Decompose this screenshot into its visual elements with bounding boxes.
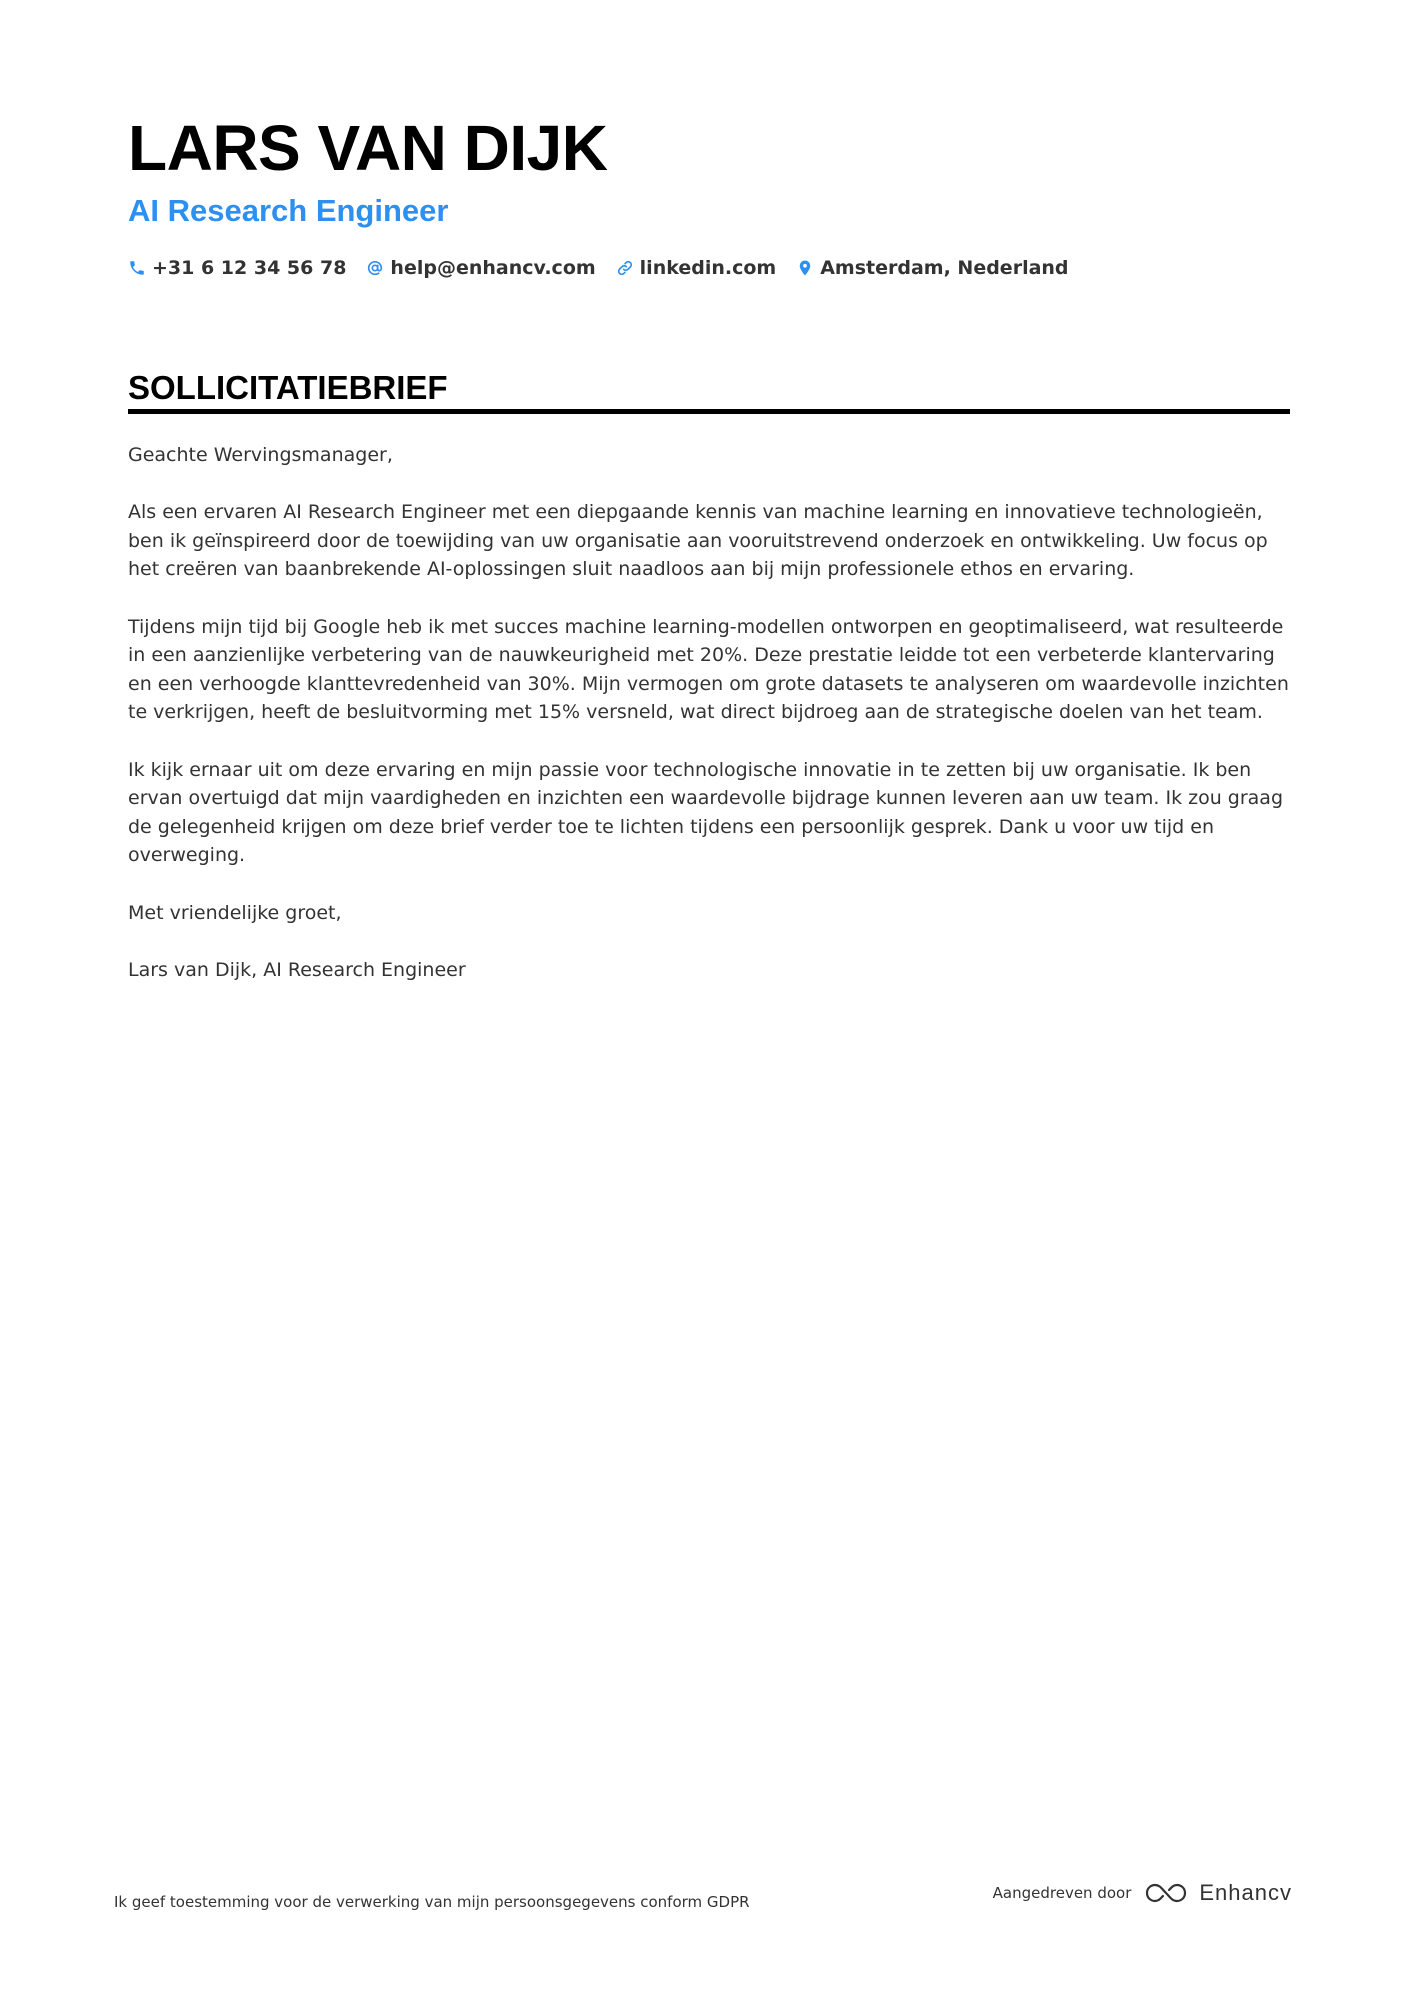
letter-salutation: Geachte Wervingsmanager, — [128, 444, 393, 466]
phone-number: +31 6 12 34 56 78 — [152, 257, 347, 279]
gdpr-consent-text: Ik geef toestemming voor de verwerking van mijn persoonsgegevens conform GDPR — [114, 1893, 750, 1911]
letter-signature: Lars van Dijk, AI Research Engineer — [128, 958, 466, 981]
letter-paragraph: Als een ervaren AI Research Engineer met een diepgaande kennis van machine learning en innovatieve technologieën, ben ik geïnspireerd door de toewijding van uw organisatie aan vooruitstrevend onderzoek en ontwikkeling. Uw focus op het creëren van baanbrekende AI-oplossingen sluit naadloos aan bij mijn professionele ethos en ervaring. — [128, 501, 1268, 581]
letter-paragraph: Ik kijk ernaar uit om deze ervaring en mijn passie voor technologische innovatie in te zetten bij uw organisatie. Ik ben ervan overtuigd dat mijn vaardigheden en inzichten een waardevolle bijdrage kunnen leveren aan uw team. Ik zou graag de gelegenheid krijgen om deze brief verder toe te lichten tijdens een persoonlijk gesprek. Dank u voor uw tijd en overweging. — [128, 758, 1284, 867]
linkedin-url: linkedin.com — [639, 257, 777, 279]
section-divider — [128, 409, 1290, 414]
section-heading: SOLLICITATIEBRIEF — [128, 369, 448, 406]
job-title: AI Research Engineer — [128, 193, 449, 228]
email-address: help@enhancv.com — [390, 257, 596, 279]
enhancv-brand[interactable] — [1143, 1880, 1292, 1906]
location-text: Amsterdam, Nederland — [820, 257, 1069, 279]
letter-closing: Met vriendelijke groet, — [128, 901, 342, 924]
contact-email — [366, 257, 595, 279]
at-icon — [366, 259, 384, 277]
enhancv-logo-icon — [1143, 1880, 1189, 1906]
phone-icon — [128, 259, 146, 277]
contact-location — [796, 257, 1068, 279]
location-pin-icon — [796, 259, 814, 277]
powered-by-label: Aangedreven door — [992, 1884, 1132, 1902]
enhancv-wordmark: Enhancv — [1199, 1880, 1292, 1905]
contact-linkedin — [616, 257, 777, 279]
candidate-name: LARS VAN DIJK — [128, 112, 608, 184]
link-icon — [616, 259, 634, 277]
letter-body — [128, 441, 1293, 1013]
letter-paragraph: Tijdens mijn tijd bij Google heb ik met succes machine learning-modellen ontworpen en geoptimaliseerd, wat resulteerde in een aanzienlijke verbetering van de nauwkeurigheid met 20%. Deze prestatie leidde tot een verbeterde klantervaring en een verhoogde klanttevredenheid van 30%. Mijn vermogen om grote datasets te analyseren om waardevolle inzichten te verkrijgen, heeft de besluitvorming met 15% versneld, wat direct bijdroeg aan de strategische doelen van het team. — [128, 615, 1289, 724]
contact-phone — [128, 257, 346, 279]
powered-by — [993, 1880, 1292, 1906]
contact-bar — [128, 252, 1069, 284]
